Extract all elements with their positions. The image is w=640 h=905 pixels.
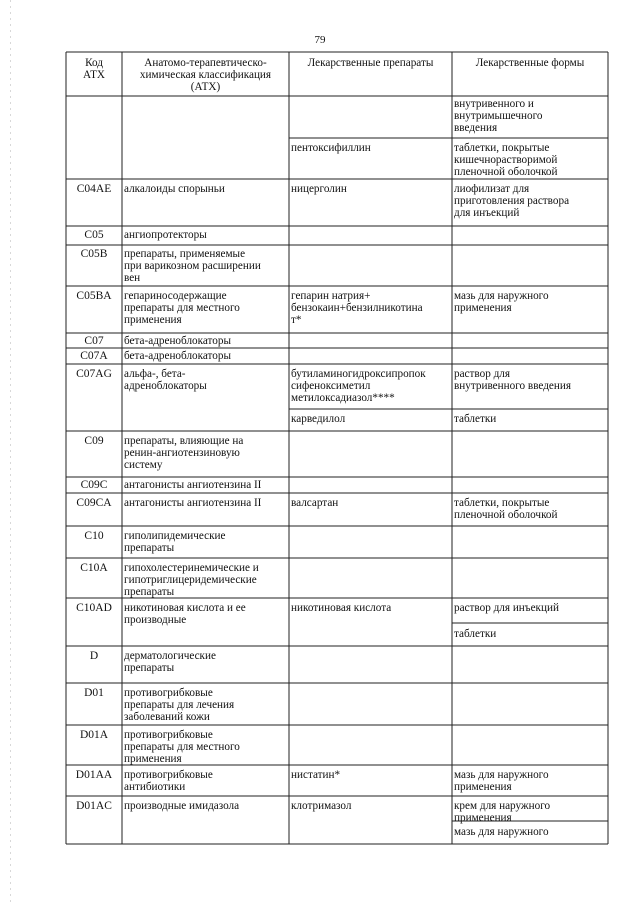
atc-name: бета-адреноблокаторы [124, 350, 232, 362]
atc-code: C04AE [76, 183, 112, 195]
form-cell: таблетки, покрытые пленочной оболочкой [454, 497, 558, 521]
atc-name: гепариносодержащие препараты для местного применения [124, 290, 240, 326]
atc-code: D01AC [76, 800, 112, 812]
atc-name: алкалоиды спорыньи [124, 183, 225, 195]
drug-cell: клотримазол [291, 800, 352, 812]
atc-code: C07 [84, 335, 104, 347]
drug-cell: пентоксифиллин [291, 142, 371, 154]
form-cell: внутривенного и внутримышечного введения [454, 98, 543, 134]
atc-code: C05BA [76, 290, 112, 302]
drug-cell: гепарин натрия+ бензокаин+бензилникотина т* [291, 290, 423, 326]
form-cell: раствор для инъекций [454, 602, 559, 614]
atc-code: C09C [80, 479, 108, 491]
form-cell: раствор для внутривенного введения [454, 368, 572, 392]
atc-code: C07A [80, 350, 108, 362]
drug-cell: карведилол [291, 413, 346, 425]
drug-cell: ницерголин [291, 183, 347, 195]
atc-name: ангиопротекторы [124, 229, 207, 241]
drug-cell: валсартан [291, 497, 339, 509]
drug-cell: нистатин* [291, 769, 341, 781]
form-cell: крем для наружного применения [454, 800, 551, 824]
atc-code: D01 [84, 687, 104, 699]
drug-cell: никотиновая кислота [291, 602, 392, 614]
form-cell: мазь для наружного применения [454, 290, 549, 314]
atc-code: C10 [84, 530, 104, 542]
atc-name: антагонисты ангиотензина II [124, 497, 262, 509]
header-drugs: Лекарственные препараты [307, 57, 434, 69]
atc-name: производные имидазола [124, 800, 240, 812]
header-code: Код АТХ [82, 57, 105, 81]
atc-name: противогрибковые препараты для лечения заболеваний кожи [124, 687, 235, 723]
atc-code: C05B [80, 248, 108, 260]
atc-code: C10AD [76, 602, 112, 614]
form-cell: мазь для наружного [454, 826, 549, 838]
form-cell: мазь для наружного применения [454, 769, 549, 793]
atc-code: C09CA [76, 497, 112, 509]
atc-name: никотиновая кислота и ее производные [124, 602, 246, 626]
page-number: 79 [314, 34, 326, 46]
atc-name: противогрибковые антибиотики [124, 769, 213, 793]
atc-code: D [89, 650, 99, 662]
drug-cell: бутиламиногидроксипропок сифеноксиметил метилоксадиазол**** [291, 368, 426, 404]
atc-code: C10A [80, 562, 108, 574]
atc-name: дерматологические препараты [124, 650, 216, 674]
atc-name: бета-адреноблокаторы [124, 335, 232, 347]
atc-name: антагонисты ангиотензина II [124, 479, 262, 491]
form-cell: таблетки, покрытые кишечнорастворимой пленочной оболочкой [454, 142, 558, 178]
scan-edge-mark [10, 0, 11, 905]
atc-name: препараты, применяемые при варикозном расширении вен [124, 248, 261, 284]
header-forms: Лекарственные формы [475, 57, 585, 69]
form-cell: лиофилизат для приготовления раствора для инъекций [454, 183, 570, 219]
form-cell: таблетки [454, 413, 497, 425]
atc-name: гиполипидемические препараты [124, 530, 226, 554]
atc-code: C05 [84, 229, 104, 241]
atc-code: D01AA [75, 769, 113, 781]
atc-name: препараты, влияющие на ренин-ангиотензиновую систему [124, 435, 244, 471]
atc-code: D01A [79, 729, 109, 741]
form-cell: таблетки [454, 628, 497, 640]
atc-name: гипохолестеринемические и гипотриглицеридемические препараты [124, 562, 259, 598]
atc-name: противогрибковые препараты для местного применения [124, 729, 240, 765]
header-classification: Анатомо-терапевтическо- химическая классификация (АТХ) [139, 57, 272, 93]
atc-name: альфа-, бета- адреноблокаторы [124, 368, 207, 392]
atc-code: C07AG [76, 368, 112, 380]
atc-code: C09 [84, 435, 104, 447]
